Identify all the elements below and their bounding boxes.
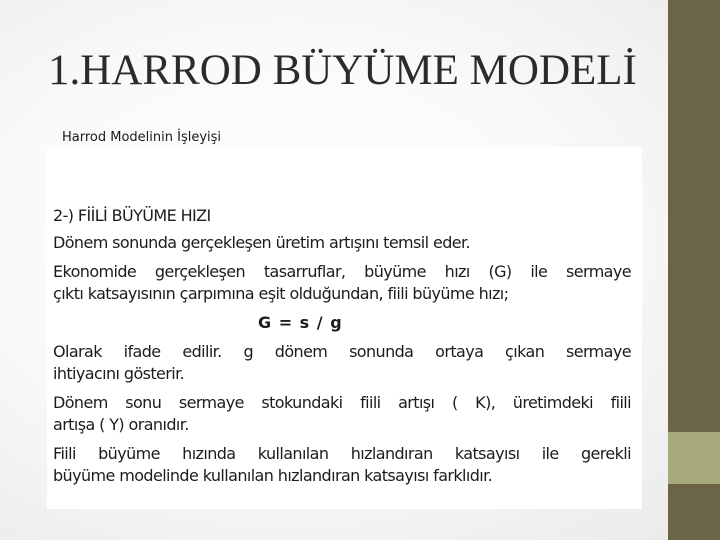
paragraph-3-line-1: Olarak ifade edilir. g dönem sonunda ortaya çıkan sermaye: [53, 342, 631, 361]
paragraph-2-line-2: çıktı katsayısının çarpımına eşit olduğundan, fiili büyüme hızı;: [53, 284, 509, 303]
slide-title: 1.HARROD BÜYÜME MODELİ: [48, 47, 637, 94]
paragraph-3-line-2: ihtiyacını gösterir.: [53, 364, 185, 383]
paragraph-5-line-1: Fiili büyüme hızında kullanılan hızlandıran katsayısı ile gerekli: [53, 444, 631, 463]
side-accent-block: [668, 432, 720, 484]
paragraph-1: Dönem sonunda gerçekleşen üretim artışını temsil eder.: [53, 233, 470, 252]
slide-subtitle: Harrod Modelinin İşleyişi: [62, 130, 222, 145]
paragraph-5-line-2: büyüme modelinde kullanılan hızlandıran katsayısı farklıdır.: [53, 466, 493, 485]
paragraph-2-line-1: Ekonomide gerçekleşen tasarruflar, büyüme hızı (G) ile sermaye: [53, 262, 631, 281]
content-heading: 2-) FİİLİ BÜYÜME HIZI: [53, 206, 211, 225]
paragraph-4-line-2: artışa ( Y) oranıdır.: [53, 415, 189, 434]
paragraph-4-line-1: Dönem sonu sermaye stokundaki fiili artışı ( K), üretimdeki fiili: [53, 393, 631, 412]
growth-formula: G = s / g: [258, 313, 343, 332]
